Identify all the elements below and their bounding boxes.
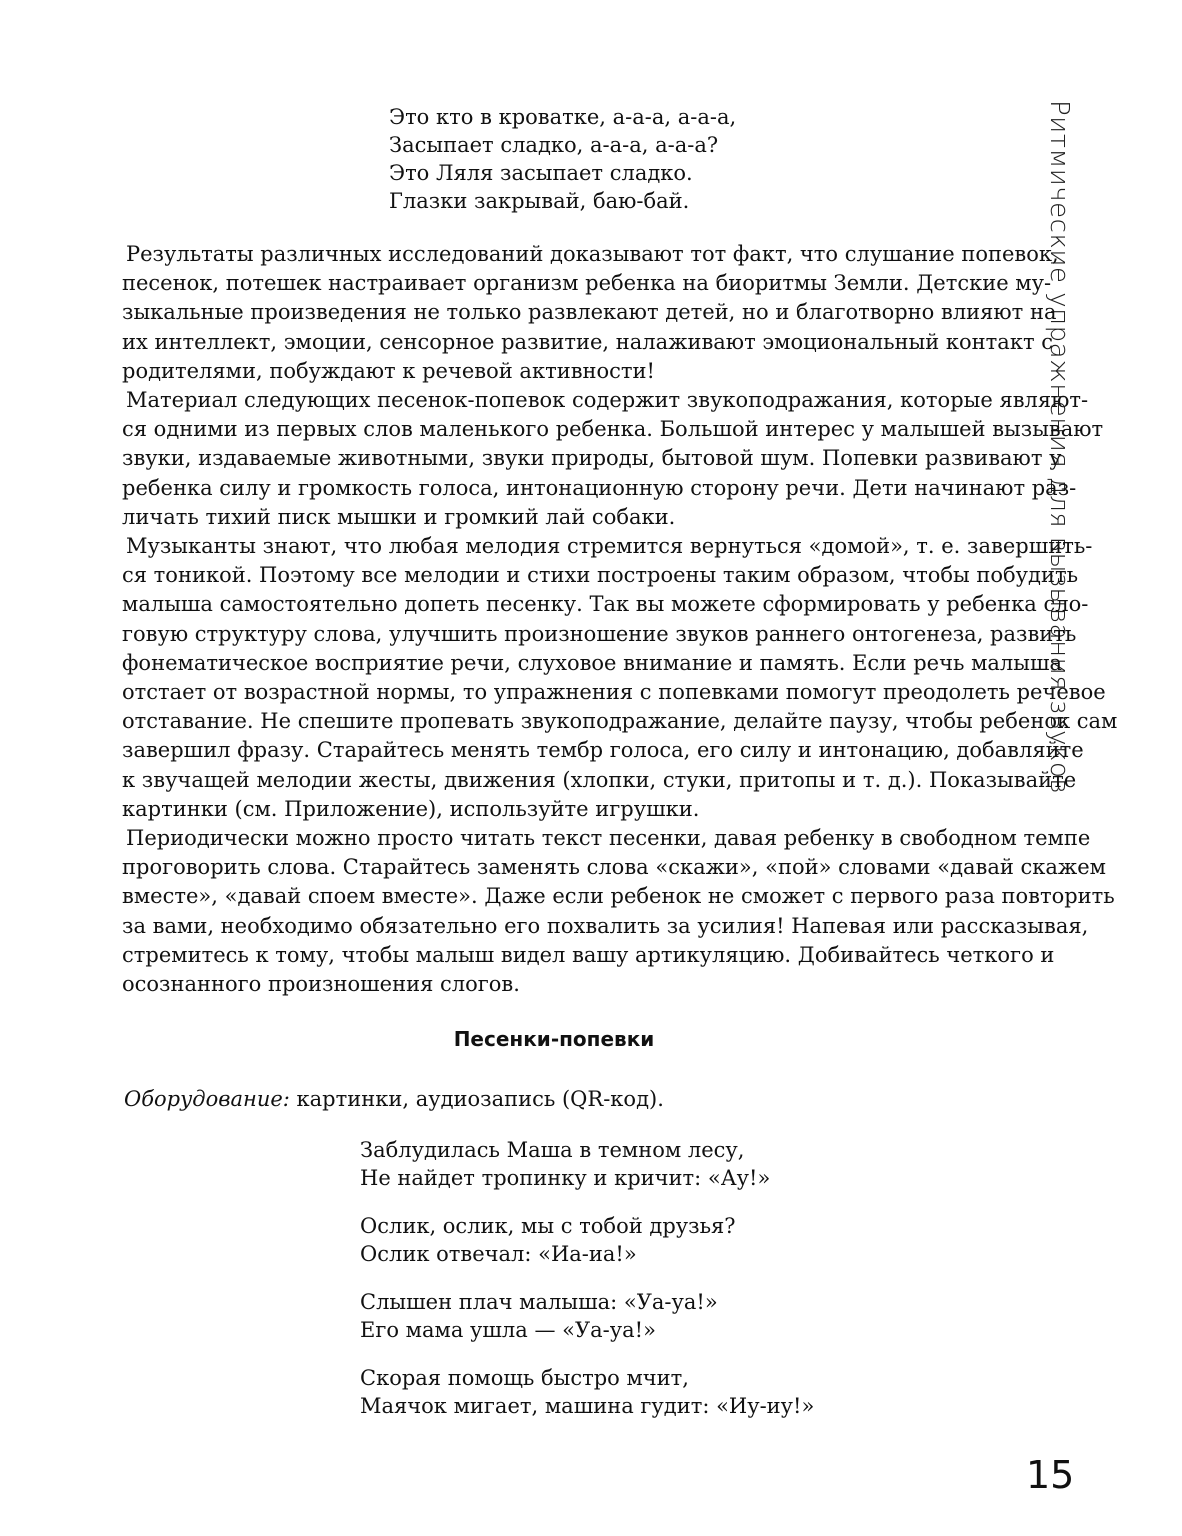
verse-line: Маячок мигает, машина гудит: «Иу-иу!» bbox=[360, 1394, 815, 1418]
text-line: Материал следующих песенок-попевок содержит звукоподражания, которые являют- bbox=[126, 388, 1089, 413]
verse-line: Глазки закрывай, баю-бай. bbox=[389, 189, 690, 213]
paragraph bbox=[122, 240, 1059, 386]
text-line: ся тоникой. Поэтому все мелодии и стихи построены таким образом, чтобы побудить bbox=[122, 563, 1079, 588]
text-line: песенок, потешек настраивает организм ребенка на биоритмы Земли. Детские му- bbox=[122, 271, 1052, 296]
text-line: малыша самостоятельно допеть песенку. Так вы можете сформировать у ребенка сло- bbox=[122, 592, 1089, 617]
verse-line: Заблудилась Маша в темном лесу, bbox=[360, 1138, 745, 1162]
verse-line: Ослик отвечал: «Иа-иа!» bbox=[360, 1242, 637, 1266]
stanza bbox=[360, 1212, 814, 1268]
verse-line: Ослик, ослик, мы с тобой друзья? bbox=[360, 1214, 736, 1238]
text-line: ребенка силу и громкость голоса, интонационную сторону речи. Дети начинают раз- bbox=[122, 475, 1077, 500]
stanza bbox=[360, 1364, 814, 1420]
text-line: Результаты различных исследований доказывают тот факт, что слушание попевок, bbox=[126, 242, 1059, 266]
stanza bbox=[360, 1136, 814, 1192]
equipment-line bbox=[124, 1087, 664, 1111]
text-line: за вами, необходимо обязательно его похвалить за усилия! Напевая или рассказывая, bbox=[122, 913, 1089, 938]
paragraph bbox=[122, 386, 1104, 532]
verse-line: Не найдет тропинку и кричит: «Ау!» bbox=[360, 1166, 771, 1190]
text-line: Периодически можно просто читать текст песенки, давая ребенку в свободном темпе bbox=[126, 826, 1091, 851]
verse-line: Это кто в кроватке, а-а-а, а-а-а, bbox=[389, 105, 737, 129]
verse-line: Это Ляля засыпает сладко. bbox=[389, 161, 693, 185]
verse-line: Слышен плач малыша: «Уа-уа!» bbox=[360, 1290, 718, 1314]
text-line: отстает от возрастной нормы, то упражнения с попевками помогут преодолеть речевое bbox=[122, 680, 1106, 705]
text-line: вместе», «давай споем вместе». Даже если ребенок не сможет с первого раза повторить bbox=[122, 884, 1115, 909]
verse-line: Скорая помощь быстро мчит, bbox=[360, 1366, 689, 1390]
text-line: осознанного произношения слогов. bbox=[122, 972, 520, 997]
text-line: их интеллект, эмоции, сенсорное развитие, налаживают эмоциональный контакт с bbox=[122, 329, 1053, 354]
text-line: звуки, издаваемые животными, звуки природы, бытовой шум. Попевки развивают у bbox=[122, 446, 1062, 471]
verse-line: Его мама ушла — «Уа-уа!» bbox=[360, 1318, 656, 1342]
text-line: отставание. Не спешите пропевать звукоподражание, делайте паузу, чтобы ребенок сам bbox=[122, 709, 1118, 734]
text-line: картинки (см. Приложение), используйте игрушки. bbox=[122, 796, 700, 821]
text-line: ся одними из первых слов маленького ребенка. Большой интерес у малышей вызывают bbox=[122, 417, 1104, 442]
text-line: родителями, побуждают к речевой активности! bbox=[122, 358, 655, 383]
section-heading: Песенки-попевки bbox=[453, 1027, 655, 1051]
text-line: проговорить слова. Старайтесь заменять слова «скажи», «пой» словами «давай скажем bbox=[122, 855, 1107, 880]
verse-line: Засыпает сладко, а-а-а, а-а-а? bbox=[389, 133, 719, 157]
text-line: фонематическое восприятие речи, слуховое внимание и память. Если речь малыша bbox=[122, 650, 1063, 675]
songs-verse bbox=[360, 1136, 814, 1420]
text-line: завершил фразу. Старайтесь менять тембр голоса, его силу и интонацию, добавляйте bbox=[122, 738, 1084, 763]
paragraph bbox=[122, 532, 1118, 824]
text-line: зыкальные произведения не только развлекают детей, но и благотворно влияют на bbox=[122, 300, 1057, 325]
text-line: Музыканты знают, что любая мелодия стремится вернуться «домой», т. е. завершить- bbox=[126, 534, 1093, 559]
text-line: стремитесь к тому, чтобы малыш видел вашу артикуляцию. Добивайтесь четкого и bbox=[122, 942, 1055, 967]
text-line: говую структуру слова, улучшить произношение звуков раннего онтогенеза, развить bbox=[122, 621, 1077, 646]
equipment-label: Оборудование: bbox=[124, 1087, 290, 1111]
paragraph bbox=[122, 824, 1115, 999]
text-line: личать тихий писк мышки и громкий лай собаки. bbox=[122, 504, 676, 529]
stanza bbox=[360, 1288, 814, 1344]
running-header-text: Ритмические упражнения для вызывания звуков bbox=[1044, 100, 1074, 795]
text-line: к звучащей мелодии жесты, движения (хлопки, стуки, притопы и т. д.). Показывайте bbox=[122, 767, 1077, 792]
equipment-text: картинки, аудиозапись (QR-код). bbox=[289, 1087, 664, 1111]
intro-verse bbox=[389, 103, 736, 215]
page-number: 15 bbox=[1026, 1453, 1075, 1497]
